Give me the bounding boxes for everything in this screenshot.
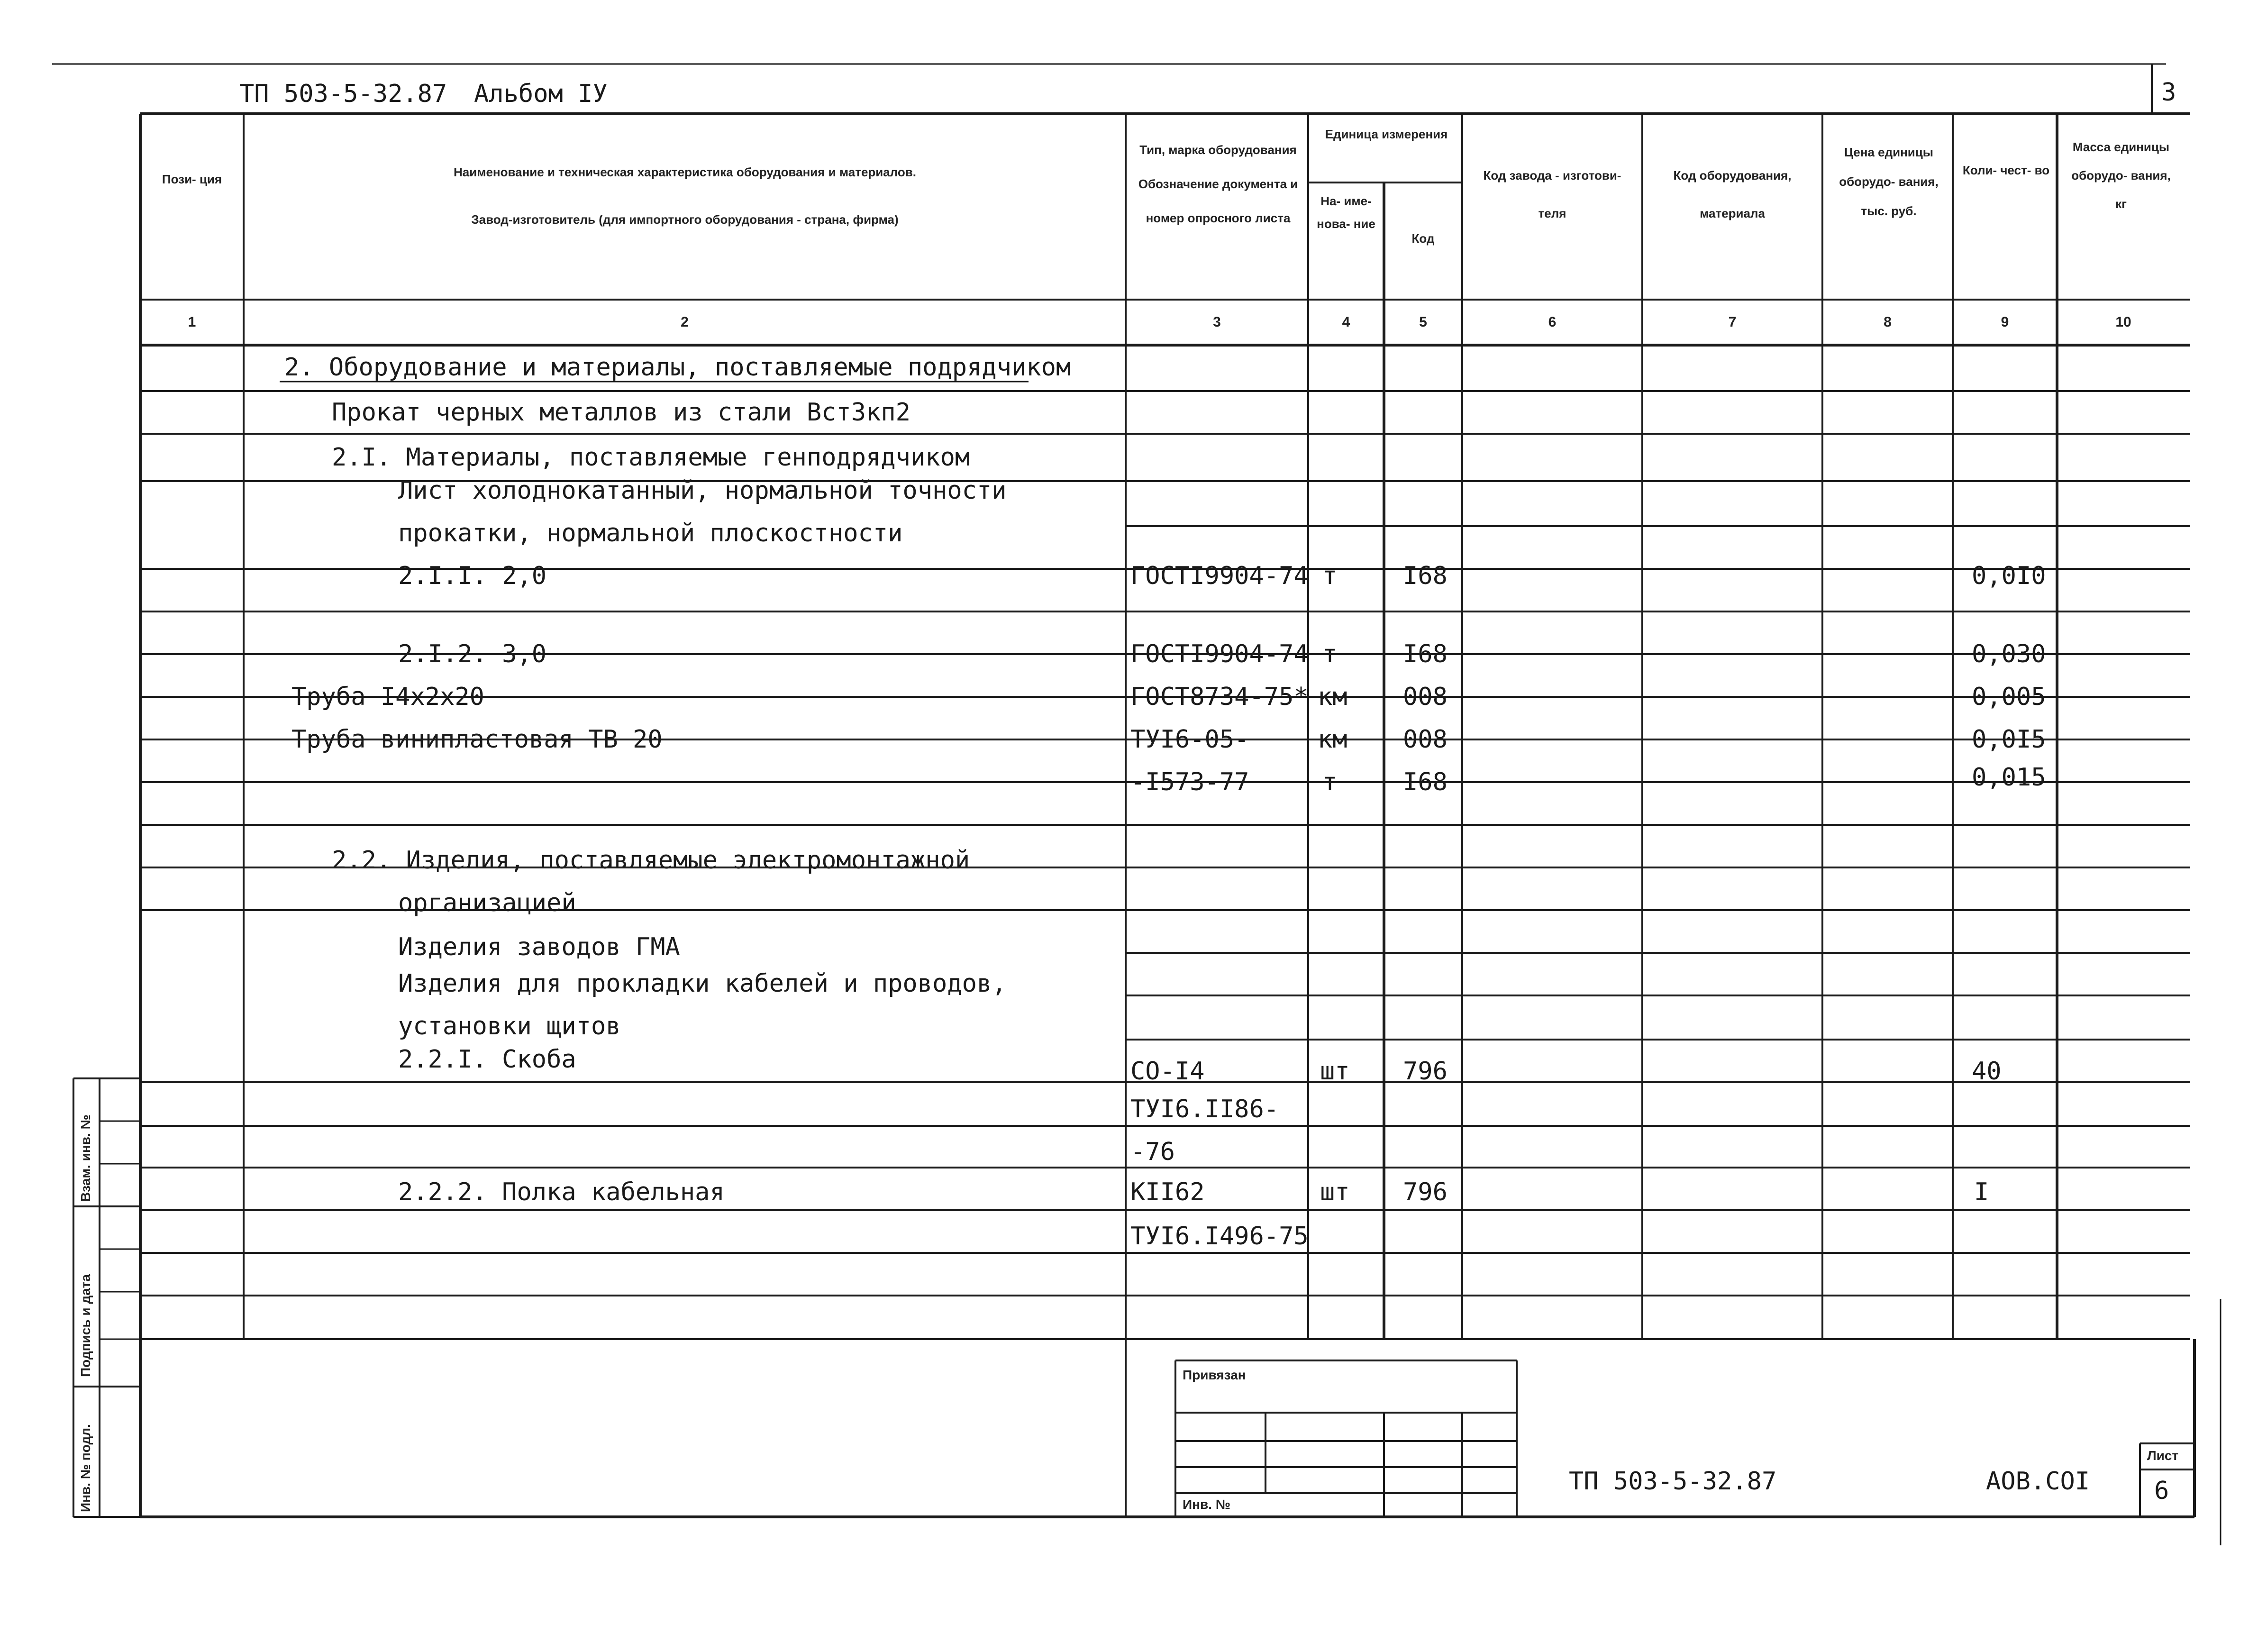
row-unit: т — [1322, 562, 1338, 590]
col-number-7: 7 — [1728, 314, 1737, 330]
col-number-10: 10 — [2115, 314, 2131, 330]
row-type: ГОСТ8734-75* — [1130, 683, 1309, 711]
row-code: I68 — [1403, 640, 1448, 668]
row-name: Труба винипластовая ТВ 20 — [291, 725, 663, 754]
header-price: Цена единицы оборудо- вания, тыс. руб. — [1839, 145, 1939, 218]
row-code: 796 — [1403, 1178, 1448, 1206]
col-number-4: 4 — [1342, 314, 1350, 330]
row-type: -76 — [1130, 1138, 1175, 1166]
col-number-3: 3 — [1213, 314, 1221, 330]
row-code: 796 — [1403, 1057, 1448, 1086]
row-quantity: 0,005 — [1972, 683, 2046, 711]
header-unit-code: Код — [1411, 231, 1435, 246]
stamp-list-number: 6 — [2154, 1477, 2169, 1505]
row-name: 2.I.2. 3,0 — [398, 640, 547, 668]
row-type: ГОСТI9904-74 — [1130, 562, 1309, 590]
stamp-list-label: Лист — [2147, 1448, 2179, 1463]
row-quantity: 0,030 — [1972, 640, 2046, 668]
row-code: I68 — [1403, 768, 1448, 796]
row-quantity: 0,0I0 — [1972, 562, 2046, 590]
side-inv-podl: Инв. № подл. — [78, 1424, 93, 1512]
row-name: 2.2. Изделия, поставляемые электромонтажной — [332, 846, 970, 875]
header-name-line2: Завод-изготовитель (для импортного оборудования - страна, фирма) — [471, 212, 899, 227]
header-name-line1: Наименование и техническая характеристика оборудования и материалов. — [453, 165, 916, 179]
row-quantity: 0,0I5 — [1972, 725, 2046, 754]
header-position: Пози- ция — [162, 172, 222, 186]
col-number-1: 1 — [188, 314, 196, 330]
side-vzam-inv: Взам. инв. № — [78, 1114, 93, 1202]
col-number-9: 9 — [2001, 314, 2009, 330]
header-unit-name: На- име- нова- ние — [1317, 194, 1375, 231]
col-number-6: 6 — [1548, 314, 1557, 330]
header-mass: Масса единицы оборудо- вания, кг — [2071, 140, 2171, 211]
row-type: ГОСТI9904-74 — [1130, 640, 1309, 668]
album-label: Альбом IУ — [474, 80, 608, 108]
row-quantity: 40 — [1972, 1057, 2002, 1086]
header-type: Тип, марка оборудования Обозначение документа и номер опросного листа — [1138, 143, 1298, 225]
header-equipment-code: Код оборудования, материала — [1673, 168, 1792, 220]
row-code: 008 — [1403, 725, 1448, 754]
side-podpis-data: Подпись и дата — [78, 1274, 93, 1377]
row-name: Прокат черных металлов из стали ВстЗкп2 — [332, 398, 910, 427]
header-unit-group: Единица измерения — [1325, 127, 1448, 141]
row-unit: км — [1318, 725, 1347, 754]
col-number-2: 2 — [681, 314, 689, 330]
row-section-title: 2. Оборудование и материалы, поставляемые подрядчиком — [284, 353, 1071, 382]
header-quantity: Коли- чест- во — [1962, 163, 2050, 177]
row-name: 2.I.I. 2,0 — [398, 562, 547, 590]
col-number-5: 5 — [1419, 314, 1427, 330]
stamp-sheet-code: АОВ.COI — [1986, 1467, 2090, 1496]
row-name: прокатки, нормальной плоскостности — [398, 519, 903, 548]
row-unit: шт — [1320, 1178, 1350, 1206]
page-corner-number: 3 — [2161, 78, 2176, 107]
row-type: ТУI6.II86- — [1130, 1095, 1279, 1123]
row-type: КII62 — [1130, 1178, 1205, 1206]
row-name: 2.2.2. Полка кабельная — [398, 1178, 725, 1206]
row-name: Лист холоднокатанный, нормальной точности — [398, 476, 1007, 505]
row-name: Труба I4x2x20 — [291, 683, 484, 711]
row-name: установки щитов — [398, 1012, 621, 1040]
row-unit: шт — [1320, 1057, 1350, 1086]
col-number-8: 8 — [1884, 314, 1892, 330]
row-quantity: 0,015 — [1972, 763, 2046, 792]
row-code: 008 — [1403, 683, 1448, 711]
row-unit: т — [1322, 640, 1338, 668]
stamp-document-code: ТП 503-5-32.87 — [1569, 1467, 1777, 1496]
row-name: Изделия заводов ГМА — [398, 933, 680, 961]
document-code: ТП 503-5-32.87 — [239, 80, 447, 108]
row-code: I68 — [1403, 562, 1448, 590]
row-type: ТУI6-05- — [1130, 725, 1249, 754]
row-unit: км — [1318, 683, 1347, 711]
header-manufacturer-code: Код завода - изготови- теля — [1483, 168, 1621, 220]
row-unit: т — [1322, 768, 1338, 796]
row-name: организацией — [398, 889, 576, 917]
row-name: 2.I. Материалы, поставляемые генподрядчиком — [332, 443, 970, 472]
row-type: СО-I4 — [1130, 1057, 1205, 1086]
stamp-privyazan: Привязан — [1183, 1368, 1246, 1382]
stamp-inv-no: Инв. № — [1183, 1497, 1231, 1512]
row-name: 2.2.I. Скоба — [398, 1045, 576, 1074]
row-type: ТУI6.I496-75 — [1130, 1222, 1309, 1250]
row-name: Изделия для прокладки кабелей и проводов, — [398, 969, 1007, 998]
row-type: -I573-77 — [1130, 768, 1249, 796]
row-quantity: I — [1974, 1178, 1989, 1206]
